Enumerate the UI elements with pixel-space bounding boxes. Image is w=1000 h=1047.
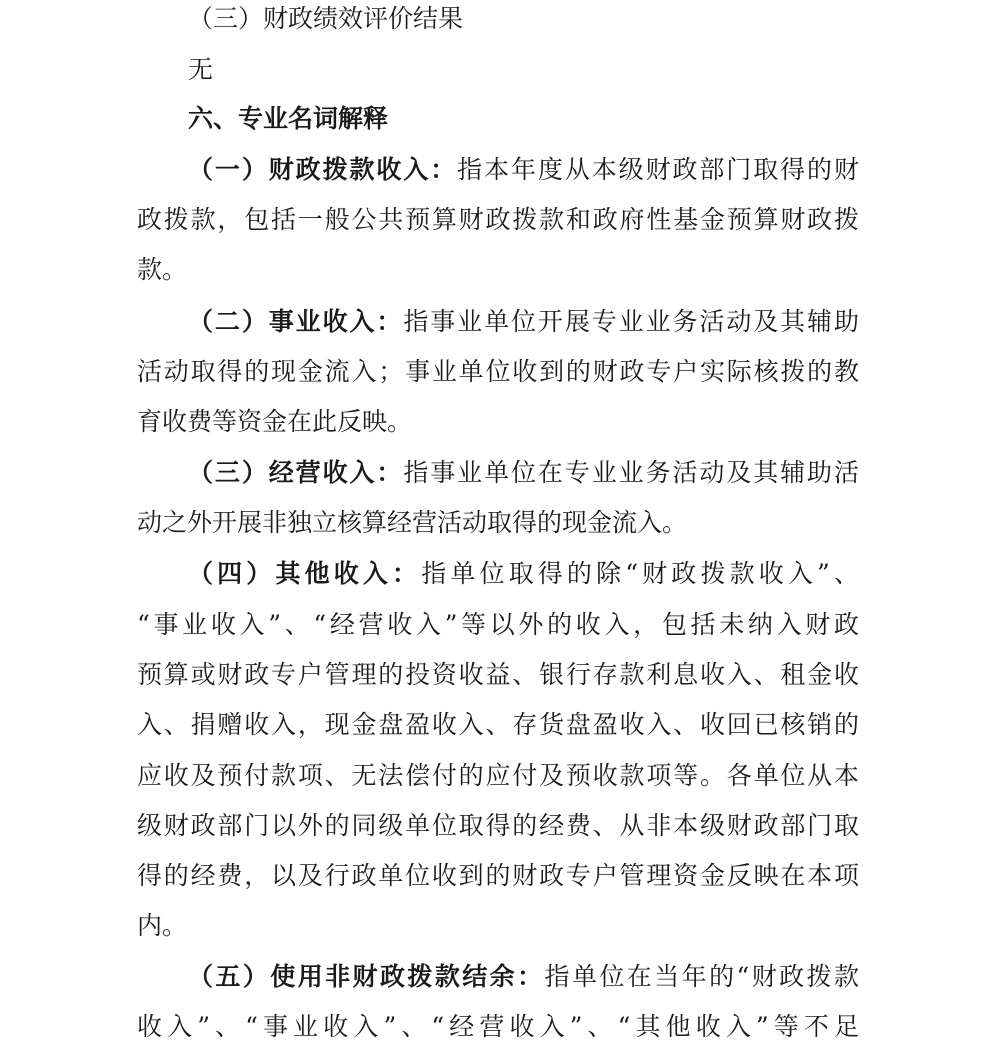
paragraph-line: “事业收入”、“经营收入”等以外的收入，包括未纳入财政 bbox=[137, 610, 859, 639]
term-label: （五）使用非财政拨款结余： bbox=[188, 962, 545, 991]
paragraph-line: 活动取得的现金流入；事业单位收到的财政专户实际核拨的教 bbox=[137, 357, 859, 386]
section-heading-performance-results: （三）财政绩效评价结果 bbox=[188, 4, 464, 33]
term-label: （二）事业收入： bbox=[188, 307, 404, 336]
term-text: 指单位在当年的“财政拨款 bbox=[544, 962, 859, 991]
paragraph-line: 得的经费，以及行政单位收到的财政专户管理资金反映在本项 bbox=[137, 861, 859, 890]
paragraph-line: 育收费等资金在此反映。 bbox=[137, 407, 413, 436]
term-text: 指事业单位开展专业业务活动及其辅助 bbox=[403, 307, 859, 336]
term-paragraph-other-income bbox=[188, 554, 859, 594]
paragraph-line: 应收及预付款项、无法偿付的应付及预收款项等。各单位从本 bbox=[137, 761, 859, 790]
paragraph-line: 预算或财政专户管理的投资收益、银行存款利息收入、租金收 bbox=[137, 660, 859, 689]
paragraph-line: 入、捐赠收入，现金盘盈收入、存货盘盈收入、收回已核销的 bbox=[137, 710, 859, 739]
paragraph-line: 政拨款，包括一般公共预算财政拨款和政府性基金预算财政拨 bbox=[137, 205, 859, 234]
section-heading-glossary: 六、专业名词解释 bbox=[188, 104, 389, 133]
paragraph-line: 级财政部门以外的同级单位取得的经费、从非本级财政部门取 bbox=[137, 811, 859, 840]
term-paragraph-business-income bbox=[188, 302, 859, 342]
term-paragraph-operating-income bbox=[188, 453, 859, 493]
term-paragraph-non-fiscal-surplus bbox=[188, 957, 859, 997]
term-text: 指事业单位在专业业务活动及其辅助活 bbox=[403, 458, 859, 487]
term-label: （三）经营收入： bbox=[188, 458, 404, 487]
term-text: 指本年度从本级财政部门取得的财 bbox=[457, 155, 859, 184]
paragraph-line: 收入”、“事业收入”、“经营收入”、“其他收入”等不足 bbox=[137, 1012, 859, 1041]
term-label: （四）其他收入： bbox=[188, 559, 422, 588]
term-paragraph-fiscal-appropriation bbox=[188, 150, 859, 190]
paragraph-line: 款。 bbox=[137, 255, 188, 284]
term-label: （一）财政拨款收入： bbox=[188, 155, 458, 184]
paragraph-line: 动之外开展非独立核算经营活动取得的现金流入。 bbox=[137, 508, 688, 537]
section-body-none: 无 bbox=[188, 55, 214, 84]
paragraph-line: 内。 bbox=[137, 911, 188, 940]
term-text: 指单位取得的除“财政拨款收入”、 bbox=[421, 559, 859, 588]
